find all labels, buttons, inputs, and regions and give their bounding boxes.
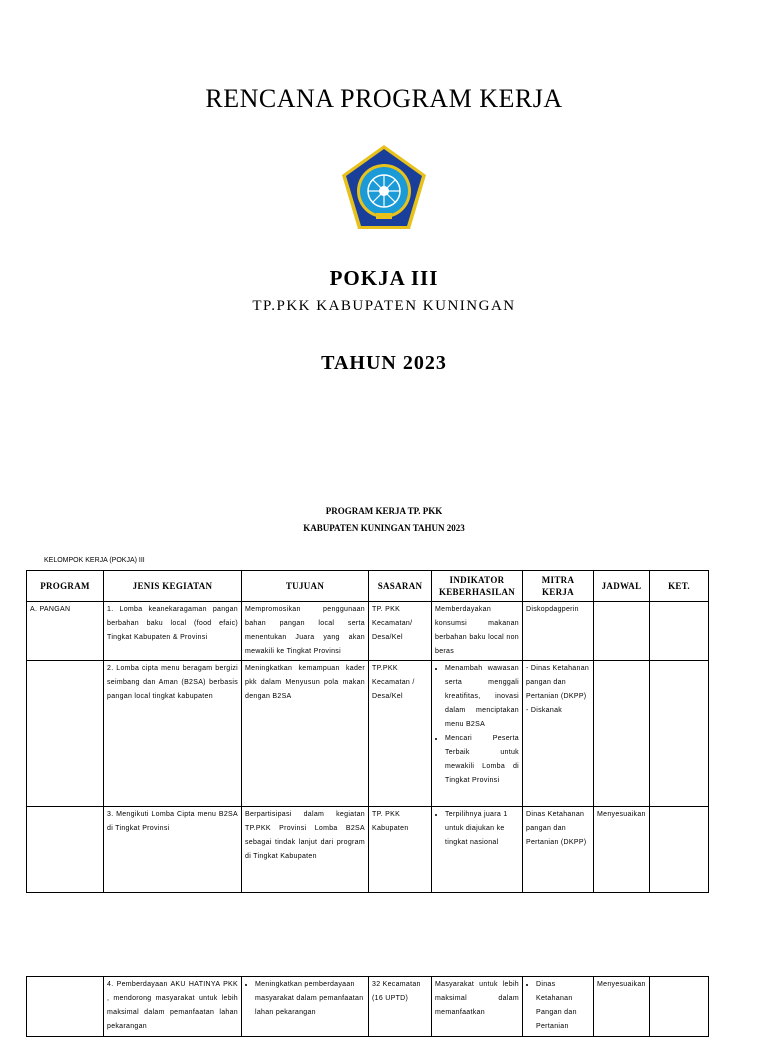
table-row [27, 807, 709, 893]
organization-name: TP.PKK KABUPATEN KUNINGAN [252, 298, 516, 314]
table-row [27, 661, 709, 807]
table-header-row [27, 571, 709, 602]
cell-program: A. PANGAN [27, 602, 104, 661]
cell-ket [650, 661, 709, 807]
indikator-item: • Menambah wawasan serta menggali kreatifitas, inovasi dalam menciptakan menu B2SA [445, 662, 519, 732]
cell-jadwal: Menyesuaikan [594, 977, 650, 1037]
cell-program [27, 977, 104, 1037]
tujuan-item: • Meningkatkan pemberdayaan masyarakat dalam pemanfaatan lahan pekarangan [255, 978, 365, 1020]
header-mitra-kerja: MITRA KERJA [523, 571, 594, 602]
header-sasaran: SASARAN [369, 571, 432, 602]
cell-ket [650, 807, 709, 893]
cell-kegiatan: 1. Lomba keanekaragaman pangan berbahan baku local (food efaic) Tingkat Kabupaten & Provinsi [104, 602, 242, 661]
cell-jadwal: Menyesuaikan [594, 807, 650, 893]
cell-indikator: Memberdayakan konsumsi makanan berbahan baku local non beras [432, 602, 523, 661]
cell-program [27, 807, 104, 893]
cell-sasaran: TP. PKK Kecamatan/ Desa/Kel [369, 602, 432, 661]
cell-sasaran: 32 Kecamatan (16 UPTD) [369, 977, 432, 1037]
group-label: KELOMPOK KERJA (POKJA) III [44, 557, 145, 564]
cell-kegiatan: 4. Pemberdayaan AKU HATINYA PKK , mendorong masyarakat untuk lebih maksimal dalam pemanfaatan lahan pekarangan [104, 977, 242, 1037]
cell-tujuan: Berpartisipasi dalam kegiatan TP.PKK Provinsi Lomba B2SA sebagai tindak lanjut dari program di Tingkat Kabupaten [242, 807, 369, 893]
header-jadwal: JADWAL [594, 571, 650, 602]
program-subheading: KABUPATEN KUNINGAN TAHUN 2023 [303, 523, 465, 533]
cell-sasaran: TP.PKK Kecamatan / Desa/Kel [369, 661, 432, 807]
mitra-item: • Dinas Ketahanan Pangan dan Pertanian [536, 978, 590, 1034]
header-tujuan: TUJUAN [242, 571, 369, 602]
cell-mitra: Dinas Ketahanan pangan dan Pertanian (DKPP) [523, 807, 594, 893]
header-program: PROGRAM [27, 571, 104, 602]
cell-mitra [523, 977, 594, 1037]
cell-mitra: Diskopdagperin [523, 602, 594, 661]
cell-jadwal [594, 661, 650, 807]
mitra-item: - Dinas Ketahanan pangan dan Pertanian (DKPP) [526, 665, 590, 700]
cell-ket [650, 602, 709, 661]
cell-tujuan [242, 977, 369, 1037]
program-table [26, 570, 709, 893]
program-table-continued [26, 976, 709, 1037]
cell-kegiatan: 2. Lomba cipta menu beragam bergizi seimbang dan Aman (B2SA) berbasis pangan local tingkat kabupaten [104, 661, 242, 807]
program-heading: PROGRAM KERJA TP. PKK [325, 506, 443, 516]
pokja-title: POKJA III [329, 266, 439, 290]
indikator-item: • Terpilihnya juara 1 untuk diajukan ke tingkat nasional [445, 808, 519, 850]
indikator-item: • Mencari Peserta Terbaik untuk mewakili Lomba di Tingkat Provinsi [445, 732, 519, 788]
cell-tujuan: Mempromosikan penggunaan bahan pangan local serta menentukan Juara yang akan mewakili ke Tingkat Provinsi [242, 602, 369, 661]
cell-program [27, 661, 104, 807]
cell-tujuan: Meningkatkan kemampuan kader pkk dalam Menyusun pola makan dengan B2SA [242, 661, 369, 807]
cell-indikator: Masyarakat untuk lebih maksimal dalam memanfaatkan [432, 977, 523, 1037]
header-indikator: INDIKATOR KEBERHASILAN [432, 571, 523, 602]
cell-indikator [432, 661, 523, 807]
header-jenis-kegiatan: JENIS KEGIATAN [104, 571, 242, 602]
table-row [27, 977, 709, 1037]
cell-jadwal [594, 602, 650, 661]
page-title: RENCANA PROGRAM KERJA [205, 84, 563, 113]
pkk-emblem-logo [340, 143, 428, 233]
table-row [27, 602, 709, 661]
cell-kegiatan: 3. Mengikuti Lomba Cipta menu B2SA di Tingkat Provinsi [104, 807, 242, 893]
cell-ket [650, 977, 709, 1037]
cell-mitra [523, 661, 594, 807]
mitra-item: - Diskanak [526, 707, 563, 714]
cell-sasaran: TP. PKK Kabupaten [369, 807, 432, 893]
year-title: TAHUN 2023 [321, 352, 447, 374]
header-ket: KET. [650, 571, 709, 602]
cell-indikator [432, 807, 523, 893]
